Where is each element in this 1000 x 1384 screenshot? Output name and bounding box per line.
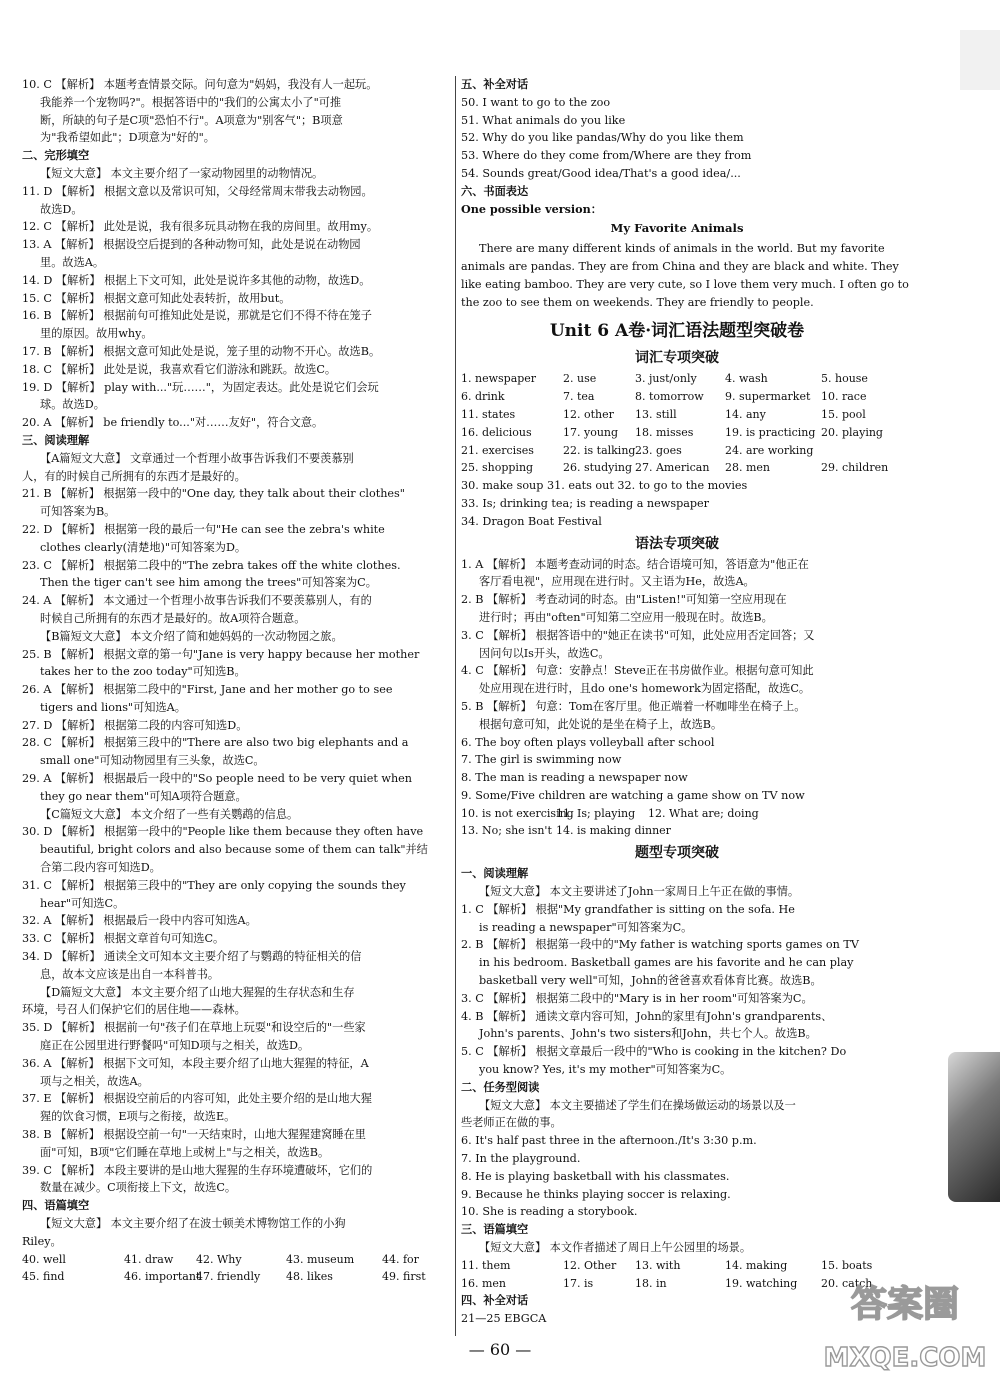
answer-line: 51. What animals do you like (461, 113, 626, 127)
answer-line: 息，故本文应该是出自一本科普书。 (40, 967, 220, 981)
answer-cell: 21. exercises (461, 443, 534, 457)
answer-line: takes her to the zoo today"可知选B。 (40, 665, 246, 679)
answer-line: 我能养一个宠物吗?"。根据答语中的"我们的公寓太小了"可推 (40, 95, 342, 109)
answer-cell: 8. tomorrow (635, 390, 704, 404)
qtype-line: 4. B 【解析】 通读文章内容可知，John的家里有John's grandparents、 (461, 1009, 833, 1023)
answer-line: 25. B 【解析】 根据文章的第一句"Jane is very happy because her mother (22, 647, 420, 661)
answer-line: 时候自己所拥有的东西才是最好的。故A项符合题意。 (40, 611, 306, 625)
answer-cell: 45. find (22, 1270, 65, 1284)
answer-line: 29. A 【解析】 根据最后一段中的"So people need to be very quiet when (22, 772, 413, 786)
answer-line: 故选D。 (40, 202, 83, 216)
vocab-line: 33. Is; drinking tea; is reading a newspaper (461, 496, 710, 510)
essay-line: the zoo to see them on weekends. They are friendly to people. (461, 295, 814, 309)
answer-cell: 16. delicious (461, 425, 532, 439)
answer-line: tigers and lions"可知选A。 (40, 700, 186, 714)
side-tab-decoration (948, 1052, 1000, 1202)
answer-line: 里的原因。故用why。 (40, 327, 153, 341)
qtype-line: John's parents、John's two sisters和John，共七个人。故选B。 (479, 1027, 817, 1041)
answer-grid (22, 1251, 450, 1287)
answer-cell: 18. in (635, 1276, 667, 1290)
answer-cell: 6. drink (461, 390, 505, 404)
answer-line: 19. D 【解析】 play with..."玩……"，为固定表达。此处是说它们会玩 (22, 380, 379, 394)
answer-cell: 4. wash (725, 372, 768, 386)
answer-line: 环境，号召人们保护它们的居住地——森林。 (22, 1003, 246, 1017)
answer-cell: 11. Is; playing (556, 806, 636, 820)
grammar-grid (461, 805, 893, 841)
answer-line: 35. D 【解析】 根据前一句"孩子们在草地上玩耍"和设空后的"一些家 (22, 1021, 366, 1035)
answer-cell: 18. misses (635, 425, 694, 439)
qtype-line: 9. Because he thinks playing soccer is relaxing. (461, 1187, 731, 1201)
grammar-line: 5. B 【解析】 句意：Tom在客厅里。他正端着一杯咖啡坐在椅子上。 (461, 699, 806, 713)
answer-cell: 14. is making dinner (556, 824, 671, 838)
answer-line: beautiful, bright colors and also because some of them can talk"并结 (40, 843, 428, 857)
answer-line: 38. B 【解析】 根据设空前一句"一天结束时，山地大猩猩建窝睡在里 (22, 1128, 366, 1142)
answer-cell: 19. is practicing (725, 425, 816, 439)
answer-line: 17. B 【解析】 根据文意可知此处是说，笼子里的动物不开心。故选B。 (22, 344, 381, 358)
answer-line: 【A篇短文大意】 文章通过一个哲理小故事告诉我们不要羡慕别 (40, 451, 354, 465)
answer-line: 50. I want to go to the zoo (461, 95, 611, 109)
answer-cell: 13. still (635, 407, 677, 421)
answer-line: 37. E 【解析】 根据设空前后的内容可知，此处主要介绍的是山地大猩 (22, 1092, 372, 1106)
qtype-line: 6. It's half past three in the afternoon./It's 3:30 p.m. (461, 1134, 757, 1148)
answer-cell: 16. men (461, 1276, 507, 1290)
unit-title: Unit 6 A卷·词汇语法题型突破卷 (549, 321, 805, 342)
answer-cell: 17. is (563, 1276, 594, 1290)
answer-cell: 9. supermarket (725, 390, 811, 404)
answer-cell: 15. boats (821, 1258, 873, 1272)
essay-line: animals are pandas. They are from China and they are black and white. They (461, 259, 899, 273)
answer-cell: 7. tea (563, 390, 595, 404)
watermark-logo (820, 1270, 990, 1378)
answer-line: 16. B 【解析】 根据前句可推知此处是说，那就是它们不得不待在笼子 (22, 309, 372, 323)
answer-line: 52. Why do you like pandas/Why do you like them (461, 131, 744, 145)
qtype-line: you know? Yes, it's my mother"可知答案为C。 (479, 1063, 732, 1077)
answer-line: 22. D 【解析】 根据第一段的最后一句"He can see the zebra's white (22, 522, 385, 536)
answer-line: 11. D 【解析】 根据文意以及常识可知，父母经常周末带我去动物园。 (22, 184, 373, 198)
answer-cell: 3. just/only (635, 372, 697, 386)
answer-line: 球。故选D。 (40, 398, 105, 412)
answer-line: 20. A 【解析】 be friendly to..."对……友好"，符合文意。 (22, 416, 324, 430)
answer-line: 15. C 【解析】 根据文意可知此处表转折，故用but。 (22, 291, 291, 305)
qtype-line: 【短文大意】 本文主要描述了学生们在操场做运动的场景以及一 (479, 1098, 796, 1112)
answer-line: Riley。 (22, 1234, 62, 1248)
grammar-line: 1. A 【解析】 本题考查动词的时态。结合语境可知，答语意为"他正在 (461, 557, 809, 571)
answer-cell: 5. house (821, 372, 868, 386)
grammar-line: 4. C 【解析】 句意：安静点！Steve正在书房做作业。根据句意可知此 (461, 664, 814, 678)
section-heading: 五、补全对话 (461, 77, 529, 91)
answer-line: they go near them"可知A项符合题意。 (40, 789, 247, 803)
answer-line: 可知答案为B。 (40, 505, 116, 519)
section-heading: 二、任务型阅读 (461, 1079, 540, 1094)
qtype-line: 1. C 【解析】 根据"My grandfather is sitting on the sofa. He (461, 902, 795, 916)
section-heading: 四、语篇填空 (22, 1198, 90, 1213)
column-divider (455, 76, 456, 1336)
grammar-line: 9. Some/Five children are watching a game show on TV now (461, 788, 805, 802)
qtype-line: 21—25 EBGCA (461, 1312, 547, 1326)
answer-line: 39. C 【解析】 本段主要讲的是山地大猩猩的生存环境遭破坏，它们的 (22, 1163, 373, 1177)
qtype-section-title: 题型专项突破 (635, 845, 719, 862)
grammar-line: 7. The girl is swimming now (461, 753, 622, 767)
answer-line: 人，有的时候自己所拥有的东西才是最好的。 (22, 469, 246, 483)
answer-cell: 26. studying (563, 461, 633, 475)
vocab-line: 30. make soup 31. eats out 32. to go to the movies (461, 479, 748, 493)
answer-cell: 28. men (725, 461, 771, 475)
answer-cell (821, 442, 891, 460)
watermark-text: 答案圈 (850, 1284, 960, 1325)
answer-line: 28. C 【解析】 根据第三段中的"There are also two big elephants and a (22, 736, 409, 750)
answer-line: 【B篇短文大意】 本文介绍了简和她妈妈的一次动物园之旅。 (40, 629, 343, 643)
qtype-line: 7. In the playground. (461, 1152, 581, 1166)
answer-cell: 12. What are; doing (648, 806, 759, 820)
qtype-line: 2. B 【解析】 根据第一段中的"My father is watching sports games on TV (461, 938, 859, 952)
grammar-line: 因问句以Is开头，故选C。 (479, 646, 610, 660)
answer-line: 18. C 【解析】 此处是说，我喜欢看它们游泳和跳跃。故选C。 (22, 362, 337, 376)
answer-line: 12. C 【解析】 此处是说，我有很多玩具动物在我的房间里。故用my。 (22, 220, 379, 234)
grammar-line: 6. The boy often plays volleyball after school (461, 735, 715, 749)
section-heading: 六、书面表达 (461, 183, 529, 198)
qtype-line: 【短文大意】 本文主要讲述了John一家周日上午正在做的事情。 (479, 885, 800, 899)
qtype-line: 5. C 【解析】 根据文章最后一段中的"Who is cooking in the kitchen? Do (461, 1045, 847, 1059)
answer-cell: 41. draw (124, 1252, 174, 1266)
answer-line: 【C篇短文大意】 本文介绍了一些有关鹦鹉的信息。 (40, 807, 299, 821)
answer-line: 27. D 【解析】 根据第二段的内容可知选D。 (22, 718, 248, 732)
left-column (22, 76, 450, 1286)
answer-cell (748, 805, 888, 823)
section-heading: 三、语篇填空 (461, 1222, 529, 1237)
answer-line: 数量在减少。C项衔接上下文，故选C。 (40, 1181, 237, 1195)
answer-line: 31. C 【解析】 根据第三段中的"They are only copying the sounds they (22, 878, 406, 892)
answer-cell: 49. first (382, 1270, 426, 1284)
answer-cell: 14. making (725, 1258, 788, 1272)
answer-line: 10. C 【解析】 本题考查情景交际。问句意为"妈妈，我没有人一起玩。 (22, 78, 378, 91)
answer-line: 为"我希望如此"；D项意为"好的"。 (40, 131, 215, 145)
answer-line: One possible version： (461, 201, 602, 216)
answer-cell: 48. likes (286, 1270, 333, 1284)
answer-cell: 2. use (563, 372, 597, 386)
answer-cell: 19. watching (725, 1276, 798, 1290)
answer-cell: 15. pool (821, 407, 866, 421)
grammar-line: 根据句意可知，此处说的是坐在椅子上，故选B。 (479, 717, 723, 731)
answer-cell: 1. newspaper (461, 372, 537, 386)
grammar-section-title: 语法专项突破 (635, 535, 719, 552)
answer-cell: 20. catch (821, 1276, 873, 1290)
qtype-line: basketball very well"可知，John的爸爸喜欢看体育比赛。故选B。 (479, 974, 822, 988)
answer-cell: 12. other (563, 407, 614, 421)
answer-cell: 24. are working (725, 443, 814, 457)
grammar-line: 3. C 【解析】 根据答语中的"她正在读书"可知，此处应用否定回答；又 (461, 628, 815, 642)
answer-line: 33. C 【解析】 根据文章首句可知选C。 (22, 932, 225, 946)
answer-cell: 10. race (821, 390, 867, 404)
qtype-line: 【短文大意】 本文作者描述了周日上午公园里的场景。 (479, 1241, 752, 1255)
page-number: — 60 — (468, 1340, 532, 1359)
answer-line: clothes clearly(清楚地)"可知答案为D。 (40, 540, 247, 554)
qtype-line: 10. She is reading a storybook. (461, 1205, 638, 1219)
grammar-line: 进行时；再由"often"可知第二空应用一般现在时。故选B。 (479, 610, 773, 624)
grammar-line: 8. The man is reading a newspaper now (461, 771, 688, 785)
answer-cell: 47. friendly (196, 1270, 261, 1284)
answer-line: small one"可知动物园里有三头象，故选C。 (40, 754, 265, 768)
answer-cell: 13. No; she isn't (461, 824, 552, 838)
answer-cell: 20. playing (821, 425, 883, 439)
corner-shadow (960, 30, 1000, 90)
answer-line: 53. Where do they come from/Where are they from (461, 149, 752, 163)
answer-line: 庭正在公园里进行野餐吗"可知D项与之相关，故选D。 (40, 1039, 310, 1053)
answer-line: 合第二段内容可知选D。 (40, 861, 161, 875)
answer-cell: 27. American (635, 461, 710, 475)
answer-line: Then the tiger can't see him among the trees"可知答案为C。 (40, 576, 377, 590)
answer-line: 30. D 【解析】 根据第一段中的"People like them because they often have (22, 825, 424, 839)
answer-cell: 11. them (461, 1258, 511, 1272)
answer-cell: 43. museum (286, 1252, 355, 1266)
section-heading: 三、阅读理解 (22, 432, 90, 447)
answer-cell: 40. well (22, 1252, 66, 1266)
section-heading: 一、阅读理解 (461, 866, 529, 881)
answer-cell: 42. Why (196, 1252, 242, 1266)
answer-line: 猩的饮食习惯，E项与之衔接，故选E。 (40, 1110, 236, 1124)
answer-line: 【短文大意】 本文主要介绍了在波士顿美术博物馆工作的小狗 (40, 1217, 346, 1230)
answer-cell: 12. Other (563, 1258, 617, 1272)
answer-line: 34. D 【解析】 通读全文可知本文主要介绍了与鹦鹉的特征相关的信 (22, 950, 362, 964)
section-heading: 四、补全对话 (461, 1293, 529, 1308)
answer-cell: 23. goes (635, 443, 682, 457)
answer-line: 面"可知，B项"它们睡在草地上或树上"与之相关，故选B。 (40, 1145, 330, 1159)
answer-line: 24. A 【解析】 本文通过一个哲理小故事告诉我们不要羡慕别人，有的 (22, 594, 372, 608)
answer-line: 36. A 【解析】 根据下文可知，本段主要介绍了山地大猩猩的特征，A (22, 1056, 369, 1070)
answer-cell: 44. for (382, 1252, 419, 1266)
answer-line: hear"可知选C。 (40, 896, 125, 910)
answer-line: 23. C 【解析】 根据第二段中的"The zebra takes off the white clothes. (22, 558, 401, 572)
answer-line: 里。故选A。 (40, 255, 105, 269)
answer-cell: 25. shopping (461, 461, 534, 475)
answer-line: 项与之相关，故选A。 (40, 1074, 149, 1088)
answer-line: 54. Sounds great/Good idea/That's a good idea/... (461, 166, 741, 180)
answer-cell: 22. is talking (563, 443, 636, 457)
qtype-line: 8. He is playing basketball with his classmates. (461, 1169, 730, 1183)
grammar-line: 2. B 【解析】 考查动词的时态。由"Listen!"可知第一空应用现在 (461, 593, 787, 607)
answer-line: 14. D 【解析】 根据上下文可知，此处是说许多其他的动物，故选D。 (22, 273, 371, 287)
answer-line: 断，所缺的句子是C项"恐怕不行"。A项意为"别客气"；B项意 (40, 113, 343, 127)
qtype-line: in his bedroom. Basketball games are his favorite and he can play (479, 956, 854, 970)
vocab-section-title: 词汇专项突破 (635, 350, 719, 367)
qtype-line: is reading a newspaper"可知答案为C。 (479, 920, 693, 934)
answer-cell: 29. children (821, 461, 889, 475)
answer-cell: 10. is not exercising (461, 806, 574, 820)
answer-line: 21. B 【解析】 根据第一段中的"One day, they talk about their clothes" (22, 487, 405, 501)
answer-cell: 46. important (124, 1270, 201, 1284)
essay-line: like eating bamboo. They are very cute, so I love them very much. I often go to (461, 277, 909, 291)
essay-title: My Favorite Animals (610, 221, 744, 236)
answer-cell: 14. any (725, 407, 766, 421)
answer-cell (748, 822, 888, 840)
qtype-line: 3. C 【解析】 根据第二段中的"Mary is in her room"可知答案为C。 (461, 991, 813, 1005)
answer-line: 13. A 【解析】 根据设空后提到的各种动物可知，此处是说在动物园 (22, 238, 361, 252)
answer-line: 32. A 【解析】 根据最后一段中内容可知选A。 (22, 914, 257, 928)
grammar-line: 客厅看电视"，应用现在进行时。又主语为He，故选A。 (479, 575, 755, 589)
answer-cell: 17. young (563, 425, 619, 439)
section-heading: 二、完形填空 (22, 148, 90, 163)
vocab-grid (461, 370, 893, 477)
vocab-line: 34. Dragon Boat Festival (461, 514, 602, 528)
watermark-url: MXQE.COM (823, 1343, 987, 1373)
answer-cell (648, 822, 748, 840)
answer-line: 【短文大意】 本文主要介绍了一家动物园里的动物情况。 (40, 166, 324, 180)
answer-cell: 11. states (461, 407, 516, 421)
grammar-line: 处应用现在进行时，且do one's homework为固定搭配，故选C。 (479, 682, 811, 696)
answer-line: 26. A 【解析】 根据第二段中的"First, Jane and her mother go to see (22, 683, 393, 697)
answer-cell: 13. with (635, 1258, 681, 1272)
answer-line: 【D篇短文大意】 本文主要介绍了山地大猩猩的生存状态和生存 (40, 985, 355, 999)
qtype-line: 些老师正在做的事。 (461, 1116, 562, 1130)
essay-line: There are many different kinds of animals in the world. But my favorite (479, 242, 885, 256)
